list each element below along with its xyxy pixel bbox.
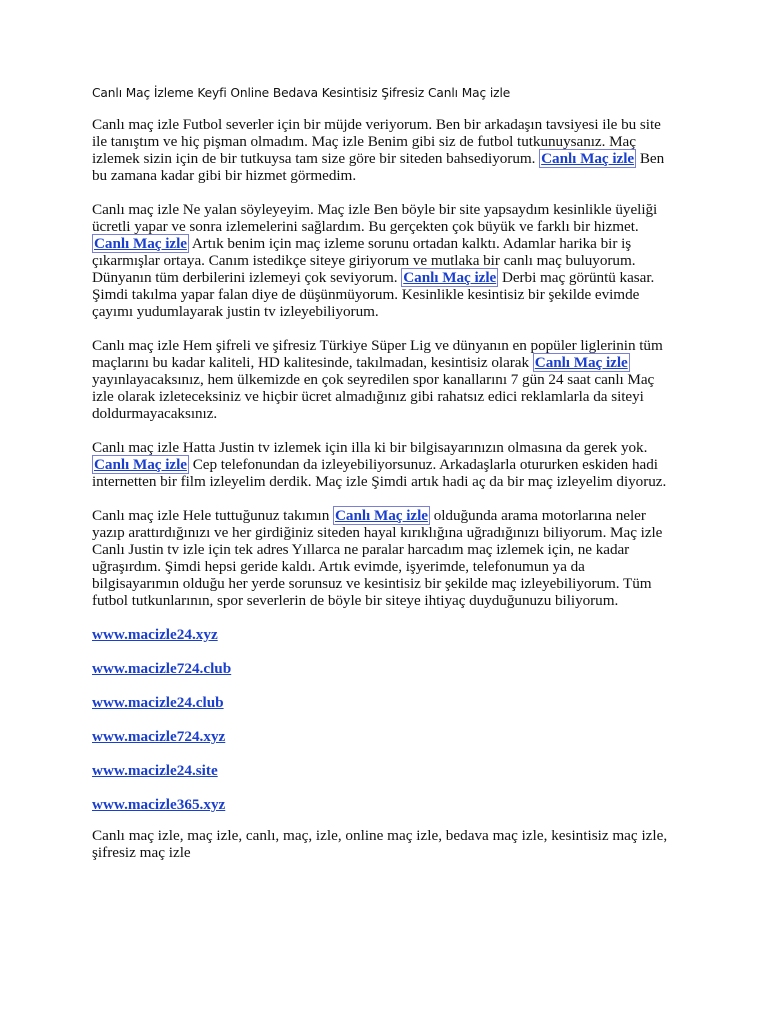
url-link-macizle24-site[interactable]: www.macizle24.site <box>92 762 218 779</box>
paragraph-1-text-end: Ben bu zamana kadar gibi bir hizmet görmedim. <box>92 150 665 184</box>
paragraph-1 <box>92 116 672 184</box>
canli-mac-izle-link-3[interactable]: Canlı Maç izle <box>403 269 497 286</box>
paragraph-5-text-start: Canlı maç izle Hele tuttuğunuz takımın <box>92 507 330 524</box>
url-link-macizle24-xyz[interactable]: www.macizle24.xyz <box>92 626 218 643</box>
url-link-macizle724-club[interactable]: www.macizle724.club <box>92 660 232 677</box>
keyword-tags: Canlı maç izle, maç izle, canlı, maç, izle, online maç izle, bedava maç izle, kesintisiz maç izle, şifresiz maç izle <box>92 827 668 861</box>
canli-mac-izle-link-1[interactable]: Canlı Maç izle <box>541 150 635 167</box>
canli-mac-izle-link-6[interactable]: Canlı Maç izle <box>335 507 428 524</box>
document-page <box>92 84 672 861</box>
paragraph-5 <box>92 507 672 609</box>
paragraph-2-text-middle: Artık benim için maç izleme sorunu ortadan kalktı. Adamlar harika bir iş çıkarmışlar ortaya. Canım istedikçe siteye giriyorum ve mutlaka bir canlı maç buluyorum. Dünyanın tüm derbilerini izlemeyi çok seviyorum. <box>92 235 636 286</box>
paragraph-3-text-end: yayınlayacaksınız, hem ülkemizde en çok seyredilen spor kanallarını 7 gün 24 saat canlı Maç izle olarak izleteceksiniz ve hiçbir ücret almadığınız gibi rahatsız edici reklamlarla da siteyi doldurmayacaksınız. <box>92 371 655 422</box>
paragraph-3 <box>92 337 672 422</box>
paragraph-2 <box>92 201 672 320</box>
url-link-macizle24-club[interactable]: www.macizle24.club <box>92 694 224 711</box>
canli-mac-izle-link-4[interactable]: Canlı Maç izle <box>534 354 628 371</box>
paragraph-1-text-start: Canlı maç izle Futbol severler için bir müjde veriyorum. Ben bir arkadaşın tavsiyesi ile bu site ile tanıştım ve hiç pişman olmadım. Maç izle Benim gibi siz de futbol tutkunuysanız. Maç izlemek sizin için de bir tutkuysa tam size göre bir siteden bahsediyorum. <box>92 116 661 167</box>
url-link-macizle365-xyz[interactable]: www.macizle365.xyz <box>92 796 226 813</box>
paragraph-4 <box>92 439 672 490</box>
paragraph-5-text-end: olduğunda arama motorlarına neler yazıp arattırdığınızı ve her girdiğiniz siteden hayal kırıklığına uğradığınızı biliyorum. Maç izle Canlı Justin tv izle için tek adres Yıllarca ne paralar harcadım maç izlemek için, ne kadar uğraşırdım. Şimdi hepsi geride kaldı. Artık evimde, işyerimde, telefonumun ya da bilgisayarımın olduğu her yerde sorunsuz ve kesintisiz bir şekilde maç izleyebiliyorum. Tüm futbol tutkunlarının, spor severlerin de böyle bir siteye ihtiyaç duyduğunuzu biliyorum. <box>92 507 663 609</box>
document-title: Canlı Maç İzleme Keyfi Online Bedava Kesintisiz Şifresiz Canlı Maç izle <box>92 86 511 100</box>
paragraph-2-text-start: Canlı maç izle Ne yalan söyleyeyim. Maç izle Ben böyle bir site yapsaydım kesinlikle üyeliği ücretli yapar ve sonra izlemelerini sağlardım. Bu gerçekten çok büyük ve farklı bir hizmet. <box>92 201 658 235</box>
paragraph-4-text-end: Cep telefonundan da izleyebiliyorsunuz. Arkadaşlarla otururken eskiden hadi internetten bir film izleyelim derdik. Maç izle Şimdi artık hadi aç da bir maç izleyelim diyoruz. <box>92 456 667 490</box>
paragraph-4-text-start: Canlı maç izle Hatta Justin tv izlemek için illa ki bir bilgisayarınızın olmasına da gerek yok. <box>92 439 648 456</box>
paragraph-3-text-start: Canlı maç izle Hem şifreli ve şifresiz Türkiye Süper Lig ve dünyanın en popüler liglerinin tüm maçlarını bu kadar kaliteli, HD kalitesinde, takılmadan, kesintisiz olarak <box>92 337 663 371</box>
paragraph-2-text-end: Derbi maç görüntü kasar. Şimdi takılma yapar falan diye de düşünmüyorum. Kesinlikle kesintisiz bir şekilde evimde çayımı yudumlayarak justin tv izleyebiliyorum. <box>92 269 655 320</box>
url-list <box>92 626 672 813</box>
canli-mac-izle-link-5[interactable]: Canlı Maç izle <box>94 456 187 473</box>
canli-mac-izle-link-2[interactable]: Canlı Maç izle <box>94 235 187 252</box>
url-link-macizle724-xyz[interactable]: www.macizle724.xyz <box>92 728 226 745</box>
